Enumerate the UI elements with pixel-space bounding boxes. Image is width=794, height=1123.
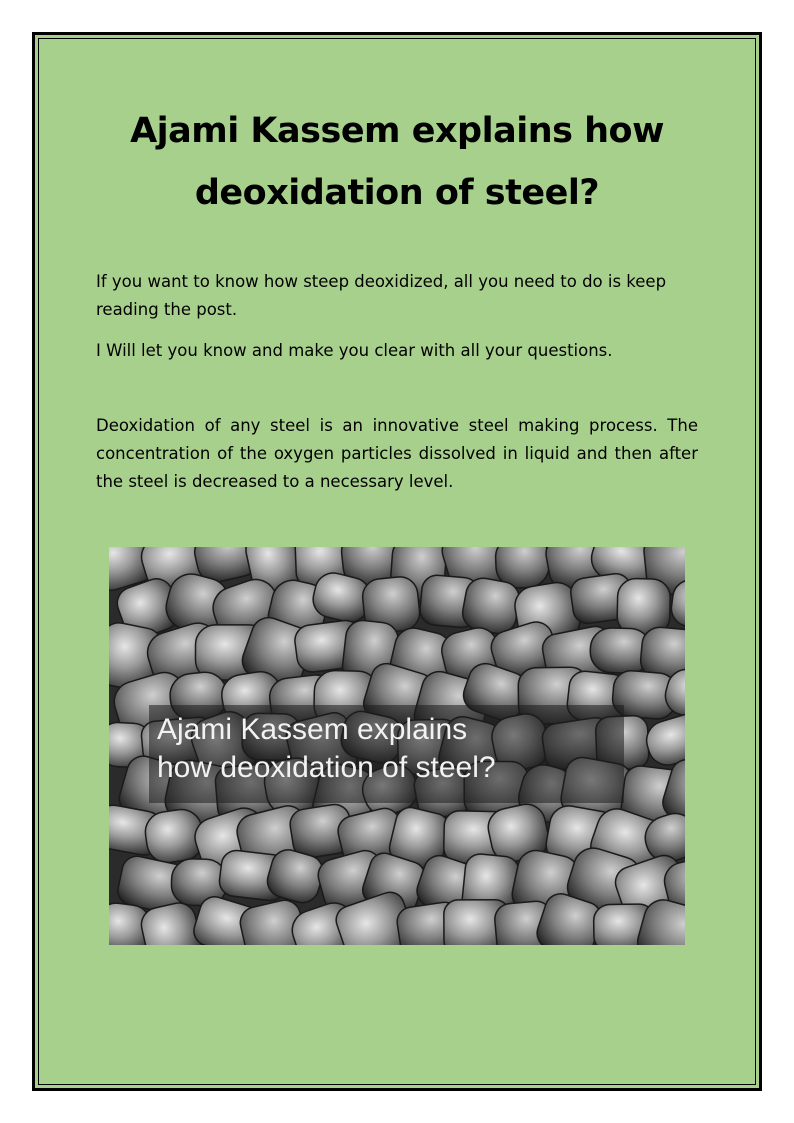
image-caption: Ajami Kassem explains how deoxidation of steel? [157,713,496,784]
promise-paragraph: I Will let you know and make you clear with all your questions. [96,341,613,360]
page-title: Ajami Kassem explains how deoxidation of steel? [130,111,664,213]
definition-paragraph: Deoxidation of any steel is an innovative steel making process. The concentration of the oxygen particles dissolved in liquid and then after the steel is decreased to a necessary level. [96,416,698,491]
steel-pellets-image [109,547,685,945]
pellet-shape [460,575,522,636]
intro-paragraph: If you want to know how steep deoxidized, all you need to do is keep reading the post. [96,272,667,319]
